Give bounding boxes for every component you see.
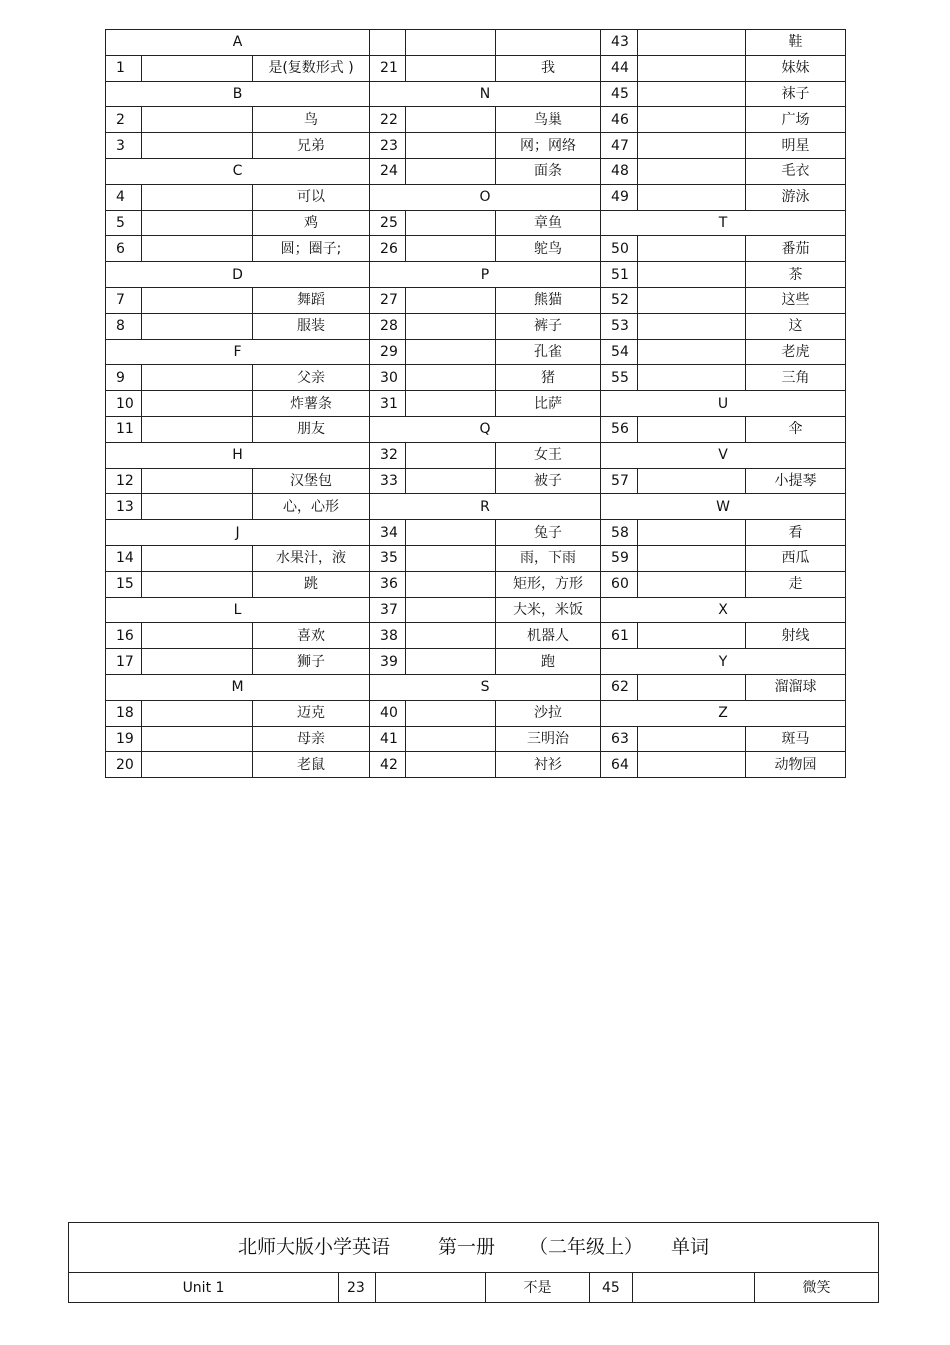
word-number: 8 [106, 313, 142, 339]
table-row [106, 313, 846, 339]
english-blank[interactable] [638, 674, 746, 700]
word-number: 56 [601, 416, 638, 442]
chinese-meaning: 舞蹈 [253, 287, 370, 313]
table-row [106, 262, 846, 288]
word-number: 25 [370, 210, 406, 236]
english-blank[interactable] [142, 752, 253, 778]
table-row [106, 184, 846, 210]
chinese-meaning: 鸟巢 [496, 107, 601, 133]
chinese-meaning: 番茄 [746, 236, 846, 262]
english-blank[interactable] [406, 623, 496, 649]
word-number: 39 [370, 649, 406, 675]
letter-header: N [370, 81, 601, 107]
chinese-meaning: 伞 [746, 416, 846, 442]
word-number: 43 [601, 30, 638, 56]
table-row [106, 391, 846, 417]
english-blank[interactable] [638, 107, 746, 133]
chinese-meaning: 我 [496, 55, 601, 81]
word-number: 46 [601, 107, 638, 133]
letter-header: F [106, 339, 370, 365]
word-number: 14 [106, 545, 142, 571]
letter-header: J [106, 520, 370, 546]
table-row [106, 210, 846, 236]
word-number: 1 [106, 55, 142, 81]
english-blank[interactable] [142, 700, 253, 726]
english-blank[interactable] [142, 107, 253, 133]
letter-header: B [106, 81, 370, 107]
word-number: 61 [601, 623, 638, 649]
table-row [106, 623, 846, 649]
table-row [106, 752, 846, 778]
english-blank[interactable] [633, 1273, 755, 1303]
chinese-meaning: 游泳 [746, 184, 846, 210]
word-number: 4 [106, 184, 142, 210]
chinese-meaning: 三角 [746, 365, 846, 391]
table-row [106, 597, 846, 623]
word-number: 31 [370, 391, 406, 417]
word-number: 30 [370, 365, 406, 391]
table-row [106, 81, 846, 107]
chinese-meaning: 猪 [496, 365, 601, 391]
word-number: 52 [601, 287, 638, 313]
chinese-meaning: 兄弟 [253, 133, 370, 159]
chinese-meaning: 斑马 [746, 726, 846, 752]
english-blank[interactable] [638, 416, 746, 442]
table-row [106, 236, 846, 262]
word-number: 47 [601, 133, 638, 159]
letter-header: P [370, 262, 601, 288]
word-number: 36 [370, 571, 406, 597]
word-number: 59 [601, 545, 638, 571]
english-blank[interactable] [142, 184, 253, 210]
word-number: 55 [601, 365, 638, 391]
word-number: 21 [370, 55, 406, 81]
table-row [106, 107, 846, 133]
english-blank[interactable] [638, 623, 746, 649]
letter-header: L [106, 597, 370, 623]
title-volume: 第一册 [437, 1236, 495, 1258]
english-blank[interactable] [638, 752, 746, 778]
chinese-meaning: 鸟 [253, 107, 370, 133]
word-number: 10 [106, 391, 142, 417]
english-blank[interactable] [406, 30, 496, 56]
table-row [106, 416, 846, 442]
english-blank[interactable] [142, 236, 253, 262]
chinese-meaning: 溜溜球 [746, 674, 846, 700]
word-number: 64 [601, 752, 638, 778]
english-blank[interactable] [406, 365, 496, 391]
chinese-meaning: 动物园 [746, 752, 846, 778]
footer-table [68, 1222, 879, 1303]
word-number: 23 [370, 133, 406, 159]
english-blank[interactable] [406, 649, 496, 675]
english-blank[interactable] [638, 133, 746, 159]
english-blank[interactable] [406, 287, 496, 313]
english-blank[interactable] [638, 81, 746, 107]
english-blank[interactable] [406, 133, 496, 159]
english-blank[interactable] [638, 313, 746, 339]
table-row [106, 571, 846, 597]
english-blank[interactable] [142, 649, 253, 675]
english-blank[interactable] [638, 158, 746, 184]
chinese-meaning: 老虎 [746, 339, 846, 365]
word-number: 18 [106, 700, 142, 726]
letter-header: Z [601, 700, 846, 726]
chinese-meaning: 孔雀 [496, 339, 601, 365]
word-number: 62 [601, 674, 638, 700]
letter-header: O [370, 184, 601, 210]
word-number: 37 [370, 597, 406, 623]
chinese-meaning: 机器人 [496, 623, 601, 649]
english-blank[interactable] [142, 416, 253, 442]
english-blank[interactable] [142, 365, 253, 391]
table-row [106, 133, 846, 159]
word-number: 23 [339, 1273, 376, 1303]
chinese-meaning: 茶 [746, 262, 846, 288]
word-number: 28 [370, 313, 406, 339]
english-blank[interactable] [406, 391, 496, 417]
chinese-meaning: 服装 [253, 313, 370, 339]
letter-header: R [370, 494, 601, 520]
english-blank[interactable] [638, 571, 746, 597]
english-blank[interactable] [142, 287, 253, 313]
english-blank[interactable] [406, 520, 496, 546]
word-number: 34 [370, 520, 406, 546]
table-row [106, 494, 846, 520]
chinese-meaning: 雨，下雨 [496, 545, 601, 571]
english-blank[interactable] [142, 313, 253, 339]
chinese-meaning: 鸡 [253, 210, 370, 236]
chinese-meaning: 跑 [496, 649, 601, 675]
word-number: 44 [601, 55, 638, 81]
word-number: 2 [106, 107, 142, 133]
chinese-meaning: 跳 [253, 571, 370, 597]
word-number: 15 [106, 571, 142, 597]
chinese-meaning [496, 30, 601, 56]
chinese-meaning: 面条 [496, 158, 601, 184]
table-row [106, 545, 846, 571]
table-row [106, 365, 846, 391]
word-number: 6 [106, 236, 142, 262]
english-blank[interactable] [142, 545, 253, 571]
word-number: 57 [601, 468, 638, 494]
word-number [370, 30, 406, 56]
word-number: 29 [370, 339, 406, 365]
title-grade: （二年级上） [529, 1236, 644, 1258]
english-blank[interactable] [638, 365, 746, 391]
english-blank[interactable] [638, 468, 746, 494]
english-blank[interactable] [142, 391, 253, 417]
english-blank[interactable] [406, 210, 496, 236]
table-row [106, 674, 846, 700]
english-blank[interactable] [406, 313, 496, 339]
word-number: 48 [601, 158, 638, 184]
word-number: 45 [590, 1273, 633, 1303]
word-number: 16 [106, 623, 142, 649]
word-number: 17 [106, 649, 142, 675]
english-blank[interactable] [406, 545, 496, 571]
word-number: 9 [106, 365, 142, 391]
chinese-meaning: 兔子 [496, 520, 601, 546]
word-number: 49 [601, 184, 638, 210]
word-number: 7 [106, 287, 142, 313]
title-book: 北师大版小学英语 [237, 1236, 390, 1258]
letter-header: W [601, 494, 846, 520]
chinese-meaning: 三明治 [496, 726, 601, 752]
chinese-meaning: 明星 [746, 133, 846, 159]
english-blank[interactable] [406, 55, 496, 81]
word-number: 27 [370, 287, 406, 313]
english-blank[interactable] [406, 597, 496, 623]
chinese-meaning: 走 [746, 571, 846, 597]
chinese-meaning: 心，心形 [253, 494, 370, 520]
chinese-meaning: 汉堡包 [253, 468, 370, 494]
table-row [106, 649, 846, 675]
letter-header: M [106, 674, 370, 700]
letter-header: T [601, 210, 846, 236]
chinese-meaning: 广场 [746, 107, 846, 133]
letter-header: A [106, 30, 370, 56]
chinese-meaning: 喜欢 [253, 623, 370, 649]
chinese-meaning: 老鼠 [253, 752, 370, 778]
english-blank[interactable] [406, 236, 496, 262]
english-blank[interactable] [406, 339, 496, 365]
chinese-meaning: 看 [746, 520, 846, 546]
chinese-meaning: 迈克 [253, 700, 370, 726]
letter-header: S [370, 674, 601, 700]
english-blank[interactable] [638, 545, 746, 571]
chinese-meaning: 比萨 [496, 391, 601, 417]
word-number: 32 [370, 442, 406, 468]
word-number: 58 [601, 520, 638, 546]
table-row [106, 442, 846, 468]
word-number: 63 [601, 726, 638, 752]
word-number: 38 [370, 623, 406, 649]
english-blank[interactable] [638, 262, 746, 288]
english-blank[interactable] [638, 726, 746, 752]
title-words: 单词 [671, 1236, 710, 1258]
chinese-meaning: 女王 [496, 442, 601, 468]
letter-header: X [601, 597, 846, 623]
word-number: 45 [601, 81, 638, 107]
word-number: 24 [370, 158, 406, 184]
word-number: 22 [370, 107, 406, 133]
word-number: 40 [370, 700, 406, 726]
chinese-meaning: 西瓜 [746, 545, 846, 571]
chinese-meaning: 这 [746, 313, 846, 339]
chinese-meaning: 鞋 [746, 30, 846, 56]
chinese-meaning: 沙拉 [496, 700, 601, 726]
word-number: 60 [601, 571, 638, 597]
word-number: 42 [370, 752, 406, 778]
english-blank[interactable] [638, 30, 746, 56]
english-blank[interactable] [142, 468, 253, 494]
word-number: 54 [601, 339, 638, 365]
word-number: 50 [601, 236, 638, 262]
english-blank[interactable] [638, 55, 746, 81]
chinese-meaning: 大米，米饭 [496, 597, 601, 623]
chinese-meaning: 妹妹 [746, 55, 846, 81]
chinese-meaning: 网；网络 [496, 133, 601, 159]
english-blank[interactable] [142, 55, 253, 81]
word-number: 33 [370, 468, 406, 494]
word-number: 51 [601, 262, 638, 288]
table-row [106, 158, 846, 184]
letter-header: Y [601, 649, 846, 675]
letter-header: C [106, 158, 370, 184]
chinese-meaning: 朋友 [253, 416, 370, 442]
chinese-meaning: 炸薯条 [253, 391, 370, 417]
chinese-meaning: 袜子 [746, 81, 846, 107]
chinese-meaning: 水果汁，液 [253, 545, 370, 571]
word-number: 35 [370, 545, 406, 571]
word-number: 20 [106, 752, 142, 778]
word-number: 13 [106, 494, 142, 520]
page-title [69, 1223, 879, 1273]
table-row [106, 339, 846, 365]
chinese-meaning: 圆；圈子; [253, 236, 370, 262]
letter-header: D [106, 262, 370, 288]
english-blank[interactable] [638, 287, 746, 313]
word-number: 19 [106, 726, 142, 752]
chinese-meaning: 射线 [746, 623, 846, 649]
word-number: 53 [601, 313, 638, 339]
chinese-meaning: 不是 [486, 1273, 590, 1303]
chinese-meaning: 可以 [253, 184, 370, 210]
letter-header: H [106, 442, 370, 468]
chinese-meaning: 衬衫 [496, 752, 601, 778]
word-number: 26 [370, 236, 406, 262]
chinese-meaning: 父亲 [253, 365, 370, 391]
chinese-meaning: 母亲 [253, 726, 370, 752]
english-blank[interactable] [142, 133, 253, 159]
chinese-meaning: 章鱼 [496, 210, 601, 236]
letter-header: U [601, 391, 846, 417]
english-blank[interactable] [638, 236, 746, 262]
chinese-meaning: 被子 [496, 468, 601, 494]
chinese-meaning: 裤子 [496, 313, 601, 339]
english-blank[interactable] [142, 623, 253, 649]
english-blank[interactable] [142, 571, 253, 597]
letter-header: Q [370, 416, 601, 442]
chinese-meaning: 微笑 [755, 1273, 879, 1303]
chinese-meaning: 狮子 [253, 649, 370, 675]
table-row [106, 726, 846, 752]
english-blank[interactable] [376, 1273, 486, 1303]
chinese-meaning: 这些 [746, 287, 846, 313]
word-number: 5 [106, 210, 142, 236]
english-blank[interactable] [406, 571, 496, 597]
english-blank[interactable] [406, 726, 496, 752]
english-blank[interactable] [638, 339, 746, 365]
word-number: 11 [106, 416, 142, 442]
chinese-meaning: 毛衣 [746, 158, 846, 184]
english-blank[interactable] [406, 107, 496, 133]
english-blank[interactable] [406, 752, 496, 778]
english-blank[interactable] [406, 468, 496, 494]
english-blank[interactable] [406, 442, 496, 468]
word-number: 41 [370, 726, 406, 752]
chinese-meaning: 熊猫 [496, 287, 601, 313]
letter-header: V [601, 442, 846, 468]
vocabulary-table [105, 29, 846, 778]
chinese-meaning: 是(复数形式 ) [253, 55, 370, 81]
table-row [106, 700, 846, 726]
chinese-meaning: 矩形，方形 [496, 571, 601, 597]
table-row [106, 55, 846, 81]
english-blank[interactable] [142, 726, 253, 752]
unit-label: Unit 1 [69, 1273, 339, 1303]
word-number: 12 [106, 468, 142, 494]
word-number: 3 [106, 133, 142, 159]
english-blank[interactable] [142, 494, 253, 520]
table-row [106, 287, 846, 313]
english-blank[interactable] [406, 700, 496, 726]
chinese-meaning: 鸵鸟 [496, 236, 601, 262]
table-row [106, 520, 846, 546]
english-blank[interactable] [406, 158, 496, 184]
table-row [106, 468, 846, 494]
english-blank[interactable] [142, 210, 253, 236]
english-blank[interactable] [638, 520, 746, 546]
english-blank[interactable] [638, 184, 746, 210]
table-row [106, 30, 846, 56]
chinese-meaning: 小提琴 [746, 468, 846, 494]
